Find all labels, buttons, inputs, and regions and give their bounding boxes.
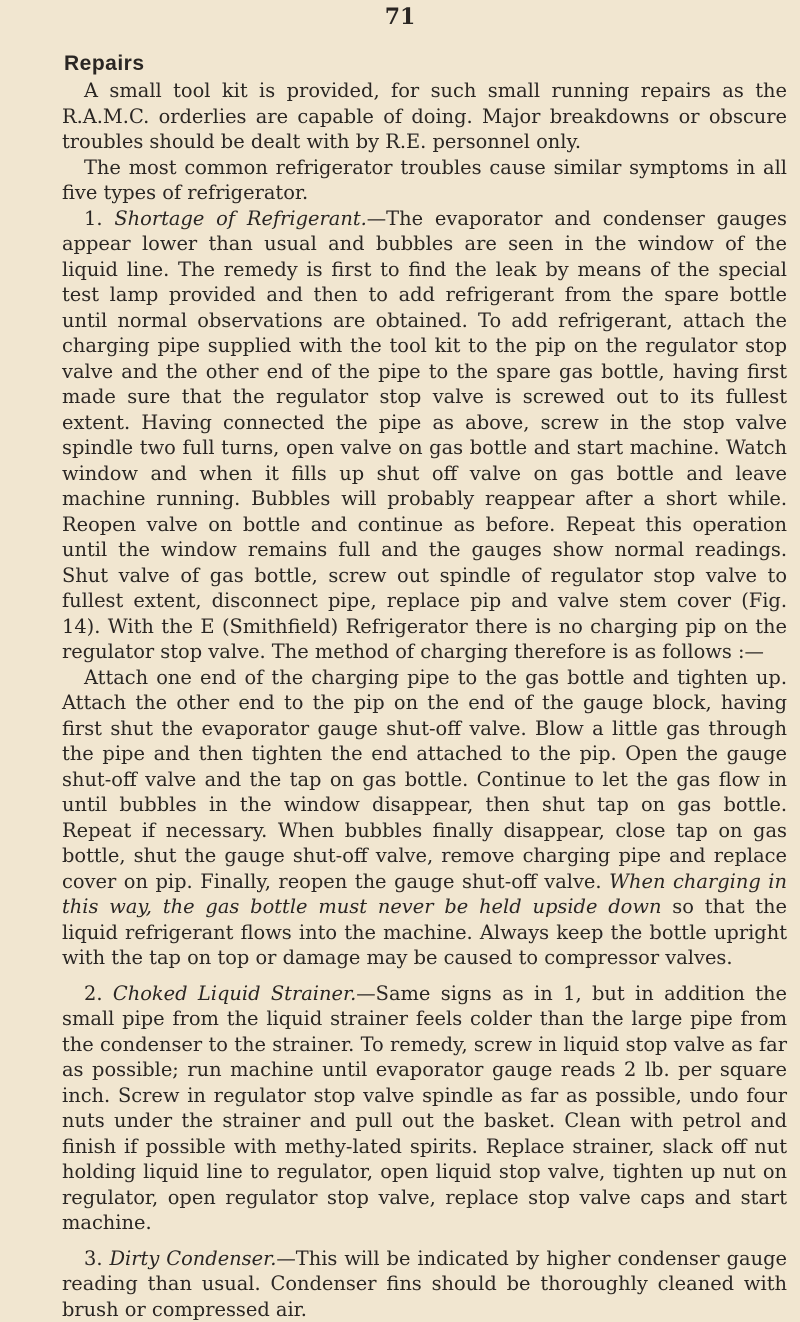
item-number: 1. [84, 207, 103, 230]
item-choked-liquid-strainer [62, 981, 787, 1236]
body-text [62, 78, 787, 1322]
item-text: —Same signs as in 1, but in addition the small pipe from the liquid strainer feels colder than the large pipe from the condenser to the strainer. To remedy, screw in liquid stop valve as far as possible; run machine until evaporator gauge reads 2 lb. per square inch. Screw in regulator stop valve spindle as far as possible, undo four nuts under the strainer and pull out the basket. Clean with petrol and finish if possible with methy-lated spirits. Replace strainer, slack off nut holding liquid line to regulator, open liquid stop valve, tighten up nut on regulator, open regulator stop valve, replace stop valve caps and start machine. [62, 982, 787, 1235]
page-number: 71 [0, 4, 800, 30]
symptoms-paragraph: The most common refrigerator troubles cause similar symptoms in all five types of refrigerator. [62, 155, 787, 206]
item-number: 2. [84, 982, 103, 1005]
item-text: —This will be indicated by higher condenser gauge reading than usual. Condenser fins should be thoroughly cleaned with brush or compressed air. [62, 1247, 787, 1321]
section-heading: Repairs [64, 52, 145, 76]
intro-paragraph: A small tool kit is provided, for such small running repairs as the R.A.M.C. orderlies are capable of doing. Major breakdowns or obscure troubles should be dealt with by R.E. personnel only. [62, 78, 787, 155]
item-number: 3. [84, 1247, 103, 1270]
item-title: Choked Liquid Strainer. [113, 982, 356, 1005]
item-title: Dirty Condenser. [110, 1247, 277, 1270]
item-title: Shortage of Refrigerant. [114, 207, 366, 230]
item-shortage-of-refrigerant [62, 206, 787, 665]
item-text: —The evaporator and condenser gauges appear lower than usual and bubbles are seen in the window of the liquid line. The remedy is first to find the leak by means of the special test lamp provided and then to add refrigerant from the spare bottle until normal observations are obtained. To add refrigerant, attach the charging pipe supplied with the tool kit to the pip on the regulator stop valve and the other end of the pipe to the spare gas bottle, having first made sure that the regulator stop valve is screwed out to its fullest extent. Having connected the pipe as above, screw in the stop valve spindle two full turns, open valve on gas bottle and start machine. Watch window and when it fills up shut off valve on gas bottle and leave machine running. Bubbles will probably reappear after a short while. Reopen valve on bottle and continue as before. Repeat this operation until the window remains full and the gauges show normal readings. Shut valve of gas bottle, screw out spindle of regulator stop valve to fullest extent, disconnect pipe, replace pip and valve stem cover (Fig. 14). With the E (Smithfield) Refrigerator there is no charging pip on the regulator stop valve. The method of charging therefore is as follows :— [62, 207, 787, 664]
charging-method-paragraph [62, 665, 787, 971]
charging-warning: When charging in this way, the gas bottle must never be held upside down [62, 870, 787, 919]
charging-text: Attach one end of the charging pipe to the gas bottle and tighten up. Attach the other end to the pip on the end of the gauge block, having first shut the evaporator gauge shut-off valve. Blow a little gas through the pipe and then tighten the end attached to the pip. Open the gauge shut-off valve and the tap on gas bottle. Continue to let the gas flow in until bubbles in the window disappear, then shut tap on gas bottle. Repeat if necessary. When bubbles finally disappear, close tap on gas bottle, shut the gauge shut-off valve, remove charging pipe and replace cover on pip. Finally, reopen the gauge shut-off valve. [62, 666, 787, 893]
charging-text-end: so that the liquid refrigerant flows into the machine. Always keep the bottle upright with the tap on top or damage may be caused to compressor valves. [62, 895, 787, 969]
item-dirty-condenser [62, 1246, 787, 1322]
